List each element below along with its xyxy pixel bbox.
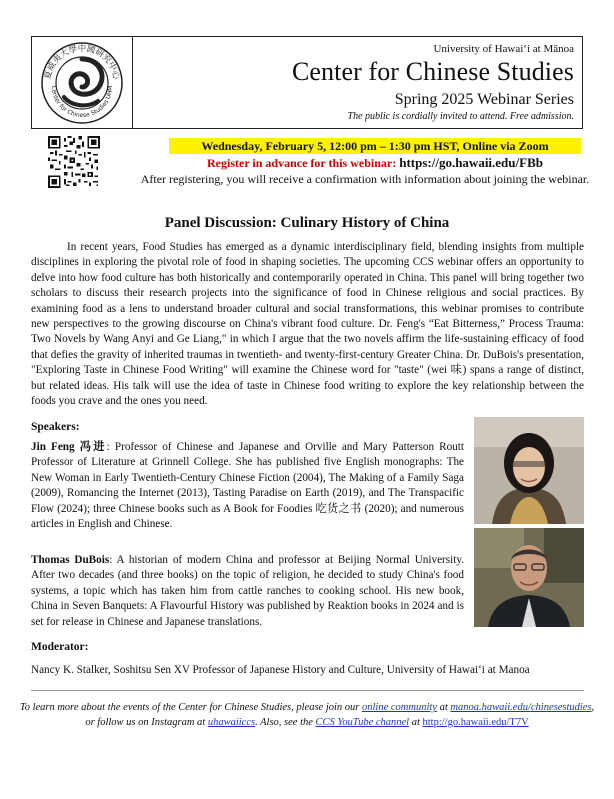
- register-line: [169, 155, 581, 171]
- speaker-photo-dubois: [474, 528, 584, 627]
- footer-text: . Also, see the: [255, 717, 316, 728]
- abstract-paragraph: In recent years, Food Studies has emerged as a dynamic interdisciplinary field, blending insights from multiple disciplines in exploring the pivotal role of food in shaping societies. The upcoming CCS webinar offers an opportunity to delve into how food culture has both historically and contemporarily operated in China. This panel will bring together two scholars to discuss their research projects into the significance of food in Chinese religious and social practices. By examining food as a lens to understand broader cultural and social transformations, this webinar promises to contribute new perspectives to the growing discourse on China's vibrant food culture. Dr. Feng's “Eat Bitterness,” Process Trauma: Two Novels by Wang Anyi and Ge Liang," in which I argue that the two novels affirm the life-sustaining efficacy of food that defies the gravity of inherited traumas in twentieth- and twenty-first-century Greater China. Dr. DuBois's presentation, "Exploring Taste in Chinese Food Writing" will examine the Chinese word for "taste" (wei 味) spans a range of distinct, but related ideas. His talk will use the idea of taste in Chinese food writing to explore the key relationship between the foods you crave and the ones you need.: [31, 241, 584, 408]
- footer-text: or follow us on Instagram at: [85, 717, 208, 728]
- qr-code-icon[interactable]: [48, 136, 100, 188]
- svg-text:夏威夷大學中國研究中心: 夏威夷大學中國研究中心: [43, 43, 121, 80]
- after-register-note: After registering, you will receive a confirmation with information about joining the webinar.: [140, 172, 590, 186]
- svg-text:Center for Chinese Studies UHM: Center for Chinese Studies UHM: [49, 84, 115, 119]
- footer-text: at: [436, 702, 451, 713]
- online-community-link[interactable]: online community: [362, 702, 437, 713]
- speakers-heading: Speakers:: [31, 421, 80, 433]
- youtube-channel-link[interactable]: CCS YouTube channel: [315, 717, 410, 728]
- center-name: Center for Chinese Studies: [291, 57, 574, 86]
- speaker-name-feng: Jin Feng 冯进: [31, 441, 107, 453]
- logo-seal-icon: [40, 41, 124, 125]
- register-label: Register in advance for this webinar:: [207, 156, 397, 170]
- speaker-bio-text-feng: : Professor of Chinese and Japanese and Orville and Mary Patterson Routt Professor of Literature at Grinnell College. She has published five English monographs: The New Woman in Early Twentieth-Century Chinese Fiction (2004), The Making of a Family Saga (2009), Romancing the Internet (2013), Tasting Paradise on Earth (2019), and The Transpacific Flow (2024); three Chinese books such as A Book for Foodies 吃货之书 (2020); and numerous articles in English and Chinese.: [31, 441, 464, 531]
- footer-divider: [31, 690, 584, 691]
- speaker-photo-feng: [474, 417, 584, 524]
- footer-text: at: [409, 717, 423, 728]
- portrait-feng-image: [474, 417, 584, 524]
- instagram-link[interactable]: uhawaiiccs: [207, 717, 256, 728]
- event-date-bar: Wednesday, February 5, 12:00 pm – 1:30 pm HST, Online via Zoom: [169, 138, 581, 154]
- speaker-bio-feng: [31, 440, 464, 532]
- moderator-heading: Moderator:: [31, 641, 89, 653]
- register-link[interactable]: https://go.hawaii.edu/FBb: [399, 155, 543, 170]
- center-logo: [32, 37, 133, 128]
- speaker-name-dubois: Thomas DuBois: [31, 554, 110, 566]
- panel-title: Panel Discussion: Culinary History of China: [164, 215, 450, 231]
- speaker-bio-text-dubois: : A historian of modern China and professor at Beijing Normal University. After two decades (and three books) on the topic of religion, he decided to study China's food systems, a topic which has taken him from cattle ranches to cooking school. His new book, China in Seven Banquets: A Flavourful History was published by Reaktion books in 2024 and is set for release in Chinese and Japanese translations.: [31, 554, 464, 628]
- university-name: University of Hawaiʻi at Mānoa: [433, 43, 574, 55]
- footer-text: To learn more about the events of the Center for Chinese Studies, please join our: [19, 702, 363, 713]
- series-name: Spring 2025 Webinar Series: [394, 91, 574, 108]
- youtube-url-link[interactable]: http://go.hawaii.edu/T7V: [422, 717, 529, 728]
- portrait-dubois-image: [474, 528, 584, 627]
- chinese-studies-site-link[interactable]: manoa.hawaii.edu/chinesestudies: [450, 702, 592, 713]
- moderator-text: Nancy K. Stalker, Soshitsu Sen XV Professor of Japanese History and Culture, University of Hawaiʻi at Manoa: [31, 664, 530, 676]
- footer-text: ,: [591, 702, 595, 713]
- header-box: [31, 36, 583, 129]
- admission-note: The public is cordially invited to attend. Free admission.: [347, 111, 574, 122]
- footer: [14, 700, 600, 730]
